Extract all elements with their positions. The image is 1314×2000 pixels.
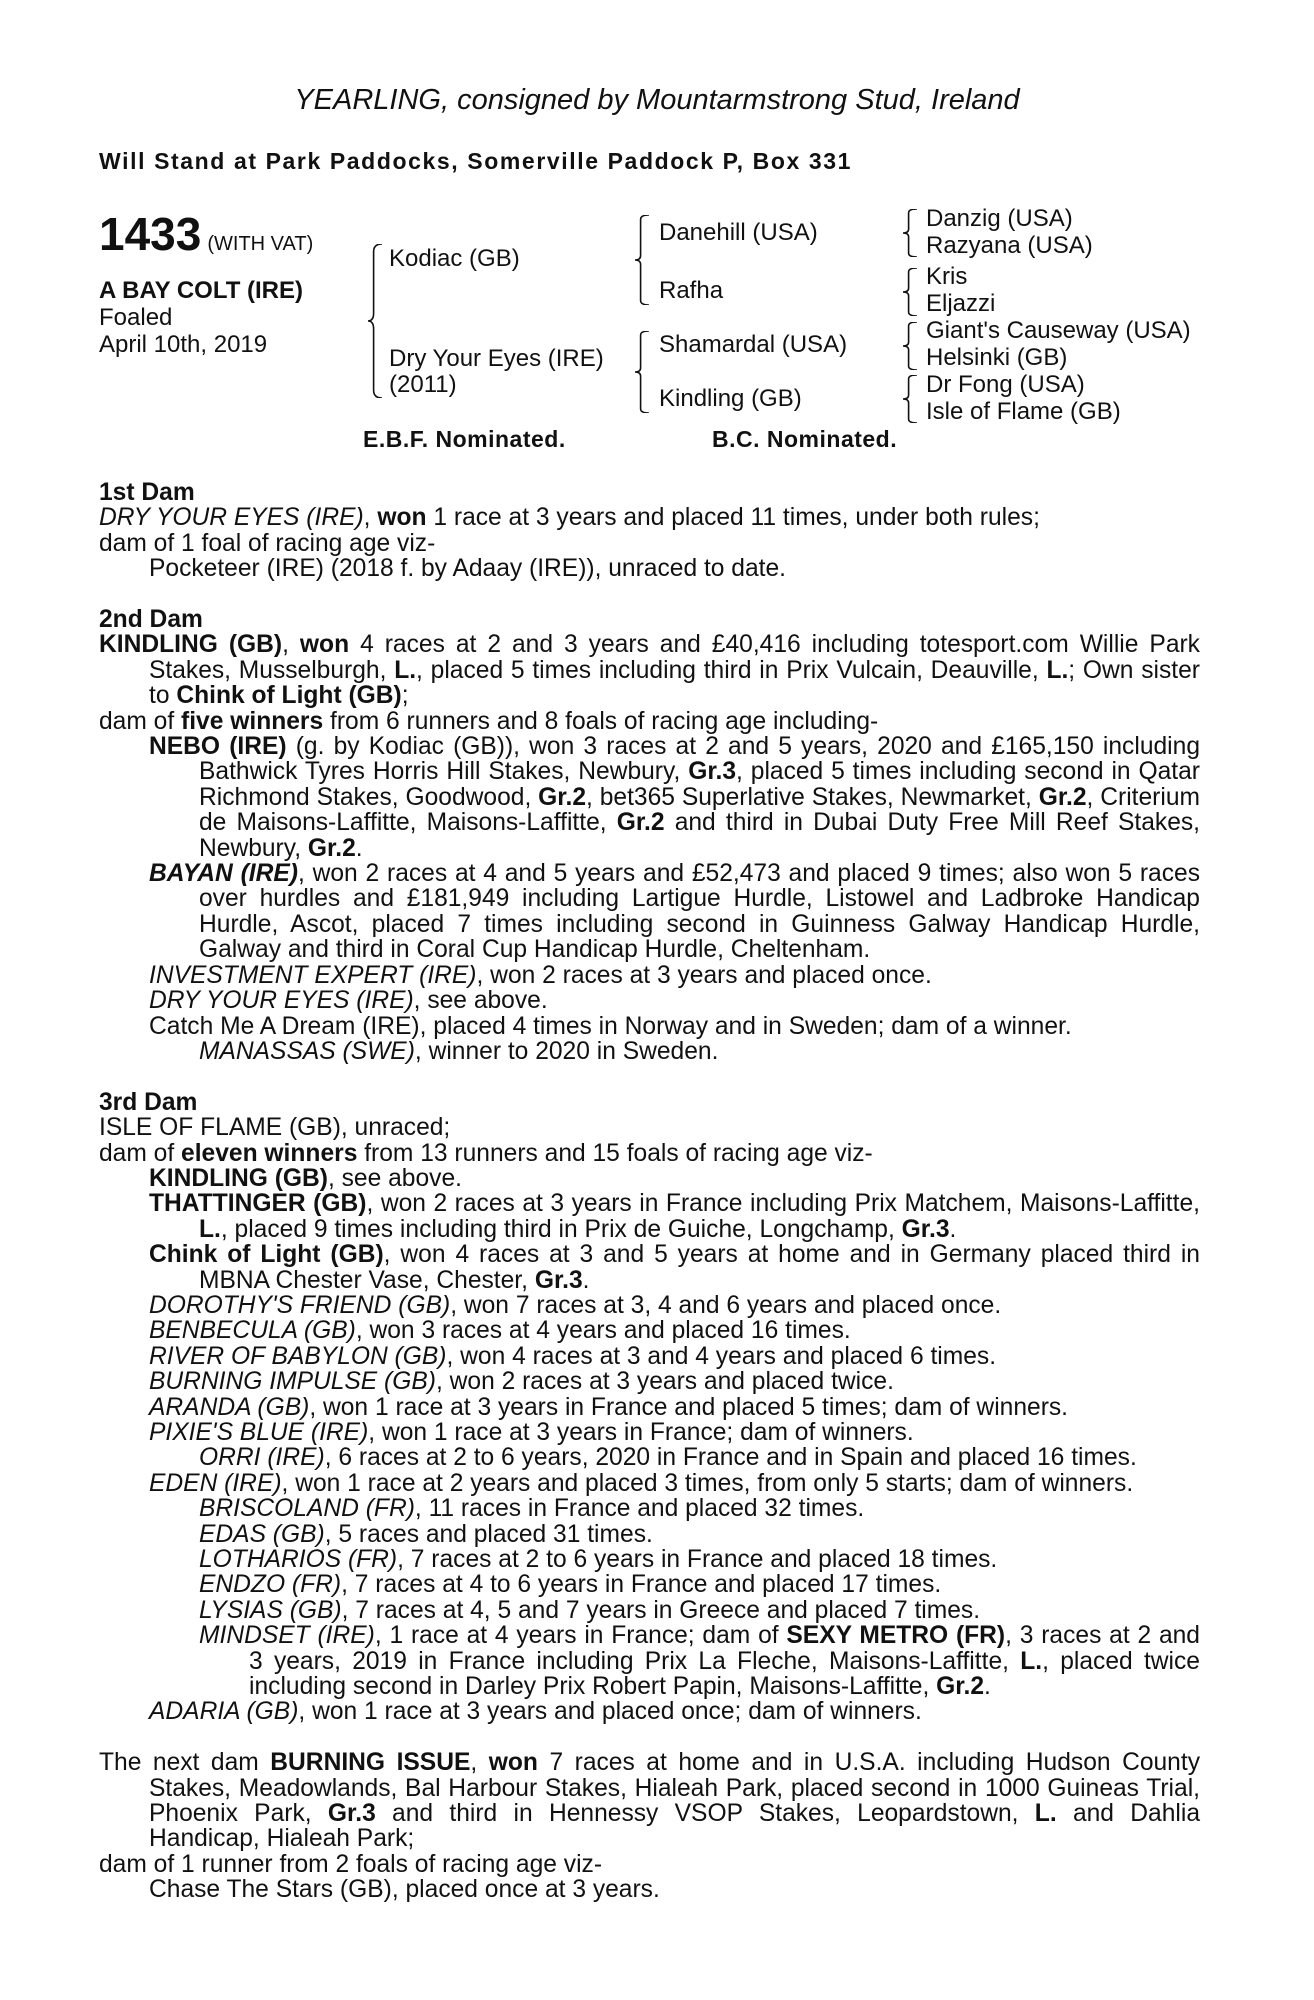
entry-text: , see above. [327,1164,462,1192]
entry-text: , see above. [413,987,548,1015]
ancestor-gen4: Giant's Causeway (USA) [926,317,1191,344]
entry-text: , 3 races at 2 and 3 years, 2019 in France including Prix La Fleche, Maisons-Laffitte, [249,1622,1200,1675]
entry-emphasis: LYSIAS (GB) [199,1596,342,1624]
section-heading: 1st Dam [99,479,195,506]
entry-text: ; Own sister to [149,656,1200,710]
entry-text: and Dahlia Handicap, Hialeah Park; [149,1800,1201,1853]
entry-emphasis: won [488,1749,538,1777]
entry-text: , 1 race at 4 years in France; dam of [374,1622,787,1650]
entry-text: , won 1 race at 3 years in France; dam of winners. [368,1419,914,1446]
entry-emphasis: won [377,504,427,532]
dam-dam: Kindling (GB) [659,385,802,412]
entry-emphasis: DOROTHY'S FRIEND (GB) [149,1291,451,1319]
entry-text: , won 1 race at 3 years and placed once; dam of winners. [298,1698,922,1726]
entry-text: dam of [99,707,182,735]
entry-text: Pocketeer (IRE) (2018 f. by Adaay (IRE)), unraced to date. [149,555,787,583]
entry-emphasis: Gr.3 [534,1266,583,1294]
pedigree-brace [903,375,917,423]
pedigree-entry [99,1293,1200,1318]
entry-text: 4 races at 2 and 3 years and £40,416 including totesport.com Willie Park Stakes, Musselburgh, [149,631,1200,684]
produce-record [99,480,1200,1903]
pedigree-entry [99,1115,1200,1140]
sire: Kodiac (GB) [389,245,520,272]
ancestor-gen4: Helsinki (GB) [926,344,1068,371]
entry-text: , 5 races and placed 31 times. [324,1520,653,1548]
entry-text: from 6 runners and 8 foals of racing age including- [323,707,879,735]
pedigree-entry [99,1395,1200,1420]
entry-emphasis: BURNING ISSUE [270,1749,471,1777]
entry-text: ISLE OF FLAME (GB), unraced; [99,1114,451,1142]
entry-text: , won 2 races at 3 years and placed twice. [435,1368,894,1396]
entry-text: , 7 races at 4 to 6 years in France and placed 17 times. [341,1571,942,1599]
entry-emphasis: BURNING IMPULSE (GB) [149,1368,436,1396]
entry-emphasis: Gr.2 [307,834,356,862]
pedigree-entry [99,1750,1200,1852]
pedigree-entry [99,1623,1200,1699]
stand-location: Will Stand at Park Paddocks, Somerville Paddock P, Box 331 [99,148,853,174]
entry-emphasis: EDEN (IRE) [149,1469,282,1497]
entry-text: , 7 races at 4, 5 and 7 years in Greece and placed 7 times. [341,1596,981,1624]
entry-text: , placed 5 times including third in Prix Vulcain, Deauville, [416,656,1047,684]
entry-emphasis: L. [1046,656,1069,684]
pedigree-entry [99,988,1200,1013]
pedigree-entry [99,1166,1200,1191]
entry-emphasis: INVESTMENT EXPERT (IRE) [149,961,477,989]
entry-text: . [949,1215,957,1243]
entry-emphasis: DRY YOUR EYES (IRE) [99,504,364,532]
foaled-date: April 10th, 2019 [99,331,268,358]
horse-description: A BAY COLT (IRE) [99,277,304,304]
entry-text: , [363,504,378,532]
vat-label: (WITH VAT) [207,233,314,255]
entry-text: , 11 races in France and placed 32 times. [414,1495,865,1523]
pedigree-entry [99,1242,1200,1293]
pedigree-brace [903,209,917,257]
entry-emphasis: KINDLING (GB) [149,1164,328,1192]
entry-emphasis: BAYAN (IRE) [149,860,298,888]
entry-emphasis: L. [1034,1800,1057,1828]
entry-emphasis: Gr.3 [901,1215,950,1243]
section-spacer [99,1064,1200,1089]
entry-text: , won 2 races at 3 years and placed once. [476,961,932,989]
pedigree-entry [99,1572,1200,1597]
pedigree-entry [99,963,1200,988]
pedigree-brace [368,244,382,398]
section-heading: 2nd Dam [99,606,203,634]
entry-text: 7 races at home and in U.S.A. including Hudson County Stakes, Meadowlands, Bal Harbour Stakes, Hialeah Park, placed second in 1000 Guineas Trial, Phoenix Park, [149,1749,1200,1828]
entry-emphasis: won [299,631,350,659]
entry-text: . [355,834,363,862]
pedigree-entry [99,1496,1200,1521]
entry-text: ; [401,682,409,710]
ancestor-gen4: Eljazzi [926,290,996,317]
pedigree-entry [99,1420,1200,1445]
entry-emphasis: MINDSET (IRE) [199,1622,375,1650]
pedigree-entry [99,1877,1200,1902]
lot-number-value: 1433 [99,208,202,260]
pedigree-entry [99,1141,1200,1166]
pedigree-entry [99,556,1200,581]
entry-text: , won 7 races at 3, 4 and 6 years and placed once. [450,1291,1002,1319]
ancestor-gen4: Danzig (USA) [926,205,1073,232]
pedigree-entry [99,1445,1200,1470]
dam: Dry Your Eyes (IRE) [389,345,604,372]
entry-emphasis: LOTHARIOS (FR) [199,1546,398,1574]
ancestor-gen4: Isle of Flame (GB) [926,398,1121,425]
ancestor-gen4: Dr Fong (USA) [926,371,1085,398]
entry-text: , placed 9 times including third in Prix de Guiche, Longchamp, [220,1215,902,1243]
entry-emphasis: Chink of Light (GB) [176,682,402,710]
ebf-nomination: E.B.F. Nominated. [363,426,566,452]
entry-emphasis: NEBO (IRE) [149,733,287,761]
entry-text: , [282,631,300,659]
pedigree-entry [99,1852,1200,1877]
entry-emphasis: L. [1020,1647,1043,1675]
entry-emphasis: Gr.2 [1038,783,1087,811]
pedigree-entry [99,1471,1200,1496]
entry-text: dam of 1 runner from 2 foals of racing age viz- [99,1850,603,1878]
pedigree-entry [99,734,1200,861]
pedigree-entry [99,1014,1200,1039]
entry-text: , won 2 races at 3 years in France including Prix Matchem, Maisons-Laffitte, [366,1190,1200,1218]
entry-text: , [470,1749,489,1777]
entry-emphasis: L. [199,1215,221,1243]
ancestor-gen4: Razyana (USA) [926,232,1093,259]
entry-text: . [582,1266,590,1294]
sire-sire: Danehill (USA) [659,219,818,246]
page-title: YEARLING, consigned by Mountarmstrong Stud, Ireland [294,84,1020,116]
pedigree-entry [99,1598,1200,1623]
pedigree-entry [99,1318,1200,1343]
entry-emphasis: eleven winners [181,1139,358,1167]
entry-emphasis: five winners [181,707,324,735]
entry-emphasis: BENBECULA (GB) [149,1317,356,1345]
entry-text: , won 2 races at 4 and 5 years and £52,473 and placed 9 times; also won 5 races over hurdles and £181,949 including Lartigue Hurdle, Listowel and Ladbroke Handicap Hurdle, Ascot, placed 7 times including second in Guinness Galway Handicap Hurdle, Galway and third in Coral Cup Handicap Hurdle, Cheltenham. [199,860,1200,964]
pedigree-brace [635,215,649,305]
entry-text: from 13 runners and 15 foals of racing age viz- [357,1139,873,1167]
pedigree-entry [99,1547,1200,1572]
entry-text: (g. by Kodiac (GB)), won 3 races at 2 and 5 years, 2020 and £165,150 including Bathwick Tyres Horris Hill Stakes, Newbury, [199,733,1200,786]
foaled-label: Foaled [99,304,173,331]
lot-number [99,208,313,270]
entry-emphasis: EDAS (GB) [199,1520,325,1548]
entry-emphasis: Gr.2 [538,783,587,811]
entry-text: 1 race at 3 years and placed 11 times, under both rules; [426,504,1040,532]
pedigree-entry [99,531,1200,556]
ancestor-gen4: Kris [926,263,968,290]
entry-text: Catch Me A Dream (IRE), placed 4 times in Norway and in Sweden; dam of a winner. [149,1012,1072,1040]
section-spacer [99,1725,1200,1750]
dam-year: (2011) [389,371,457,398]
bc-nomination: B.C. Nominated. [712,426,898,452]
section-spacer [99,582,1200,607]
entry-text: dam of 1 foal of racing age viz- [99,529,436,557]
dam-sire: Shamardal (USA) [659,331,848,358]
entry-emphasis: Gr.3 [688,758,737,786]
entry-text: , won 3 races at 4 years and placed 16 times. [355,1317,851,1345]
entry-text: The next dam [99,1749,271,1777]
entry-text: , placed twice including second in Darley Prix Robert Papin, Maisons-Laffitte, [249,1647,1200,1701]
entry-text: , winner to 2020 in Sweden. [414,1037,719,1065]
entry-emphasis: Gr.2 [936,1673,985,1701]
pedigree-entry [99,1039,1200,1064]
section-heading: 3rd Dam [99,1088,198,1116]
pedigree-entry [99,861,1200,963]
entry-text: , won 4 races at 3 and 4 years and placed 6 times. [446,1342,997,1370]
entry-emphasis: L. [394,656,417,684]
entry-emphasis: BRISCOLAND (FR) [199,1495,415,1523]
entry-text: , 6 races at 2 to 6 years, 2020 in France and in Spain and placed 16 times. [324,1444,1137,1472]
entry-emphasis: ARANDA (GB) [149,1393,310,1421]
pedigree-entry [99,1344,1200,1369]
entry-text: , Criterium de Maisons-Laffitte, Maisons-Laffitte, [199,783,1200,837]
entry-text: . [984,1673,991,1701]
pedigree-entry [99,505,1200,530]
pedigree-brace [635,331,649,413]
entry-emphasis: KINDLING (GB) [99,631,283,659]
entry-emphasis: SEXY METRO (FR) [786,1622,1006,1650]
entry-text: and third in Dubai Duty Free Mill Reef Stakes, Newbury, [199,809,1200,862]
entry-emphasis: Gr.3 [327,1800,376,1828]
entry-emphasis: ENDZO (FR) [199,1571,342,1599]
entry-text: , won 1 race at 3 years in France and placed 5 times; dam of winners. [309,1393,1069,1421]
pedigree-entry [99,1191,1200,1242]
entry-emphasis: ADARIA (GB) [149,1698,299,1726]
entry-emphasis: Gr.2 [616,809,665,837]
pedigree-entry [99,709,1200,734]
entry-emphasis: DRY YOUR EYES (IRE) [149,987,414,1015]
pedigree-entry [99,1369,1200,1394]
pedigree-entry [99,1699,1200,1724]
sire-dam: Rafha [659,277,724,304]
entry-text: , won 1 race at 2 years and placed 3 times, from only 5 starts; dam of winners. [281,1469,1134,1497]
pedigree-entry [99,1522,1200,1547]
entry-emphasis: MANASSAS (SWE) [199,1037,415,1065]
entry-text: Chase The Stars (GB), placed once at 3 years. [149,1876,660,1904]
entry-emphasis: THATTINGER (GB) [149,1190,367,1218]
entry-text: , won 4 races at 3 and 5 years at home and in Germany placed third in MBNA Chester Vase, Chester, [199,1241,1200,1294]
pedigree-brace [903,268,917,316]
entry-text: , bet365 Superlative Stakes, Newmarket, [586,783,1039,811]
entry-emphasis: ORRI (IRE) [199,1444,325,1472]
entry-emphasis: PIXIE'S BLUE (IRE) [149,1419,369,1446]
entry-text: , placed 5 times including second in Qatar Richmond Stakes, Goodwood, [199,758,1200,811]
entry-text: and third in Hennessy VSOP Stakes, Leopardstown, [375,1800,1035,1828]
pedigree-brace [903,322,917,370]
pedigree-entry [99,632,1200,708]
entry-emphasis: Chink of Light (GB) [149,1241,384,1269]
entry-text: , 7 races at 2 to 6 years in France and placed 18 times. [397,1546,998,1574]
entry-emphasis: RIVER OF BABYLON (GB) [149,1342,447,1370]
entry-text: dam of [99,1139,182,1167]
